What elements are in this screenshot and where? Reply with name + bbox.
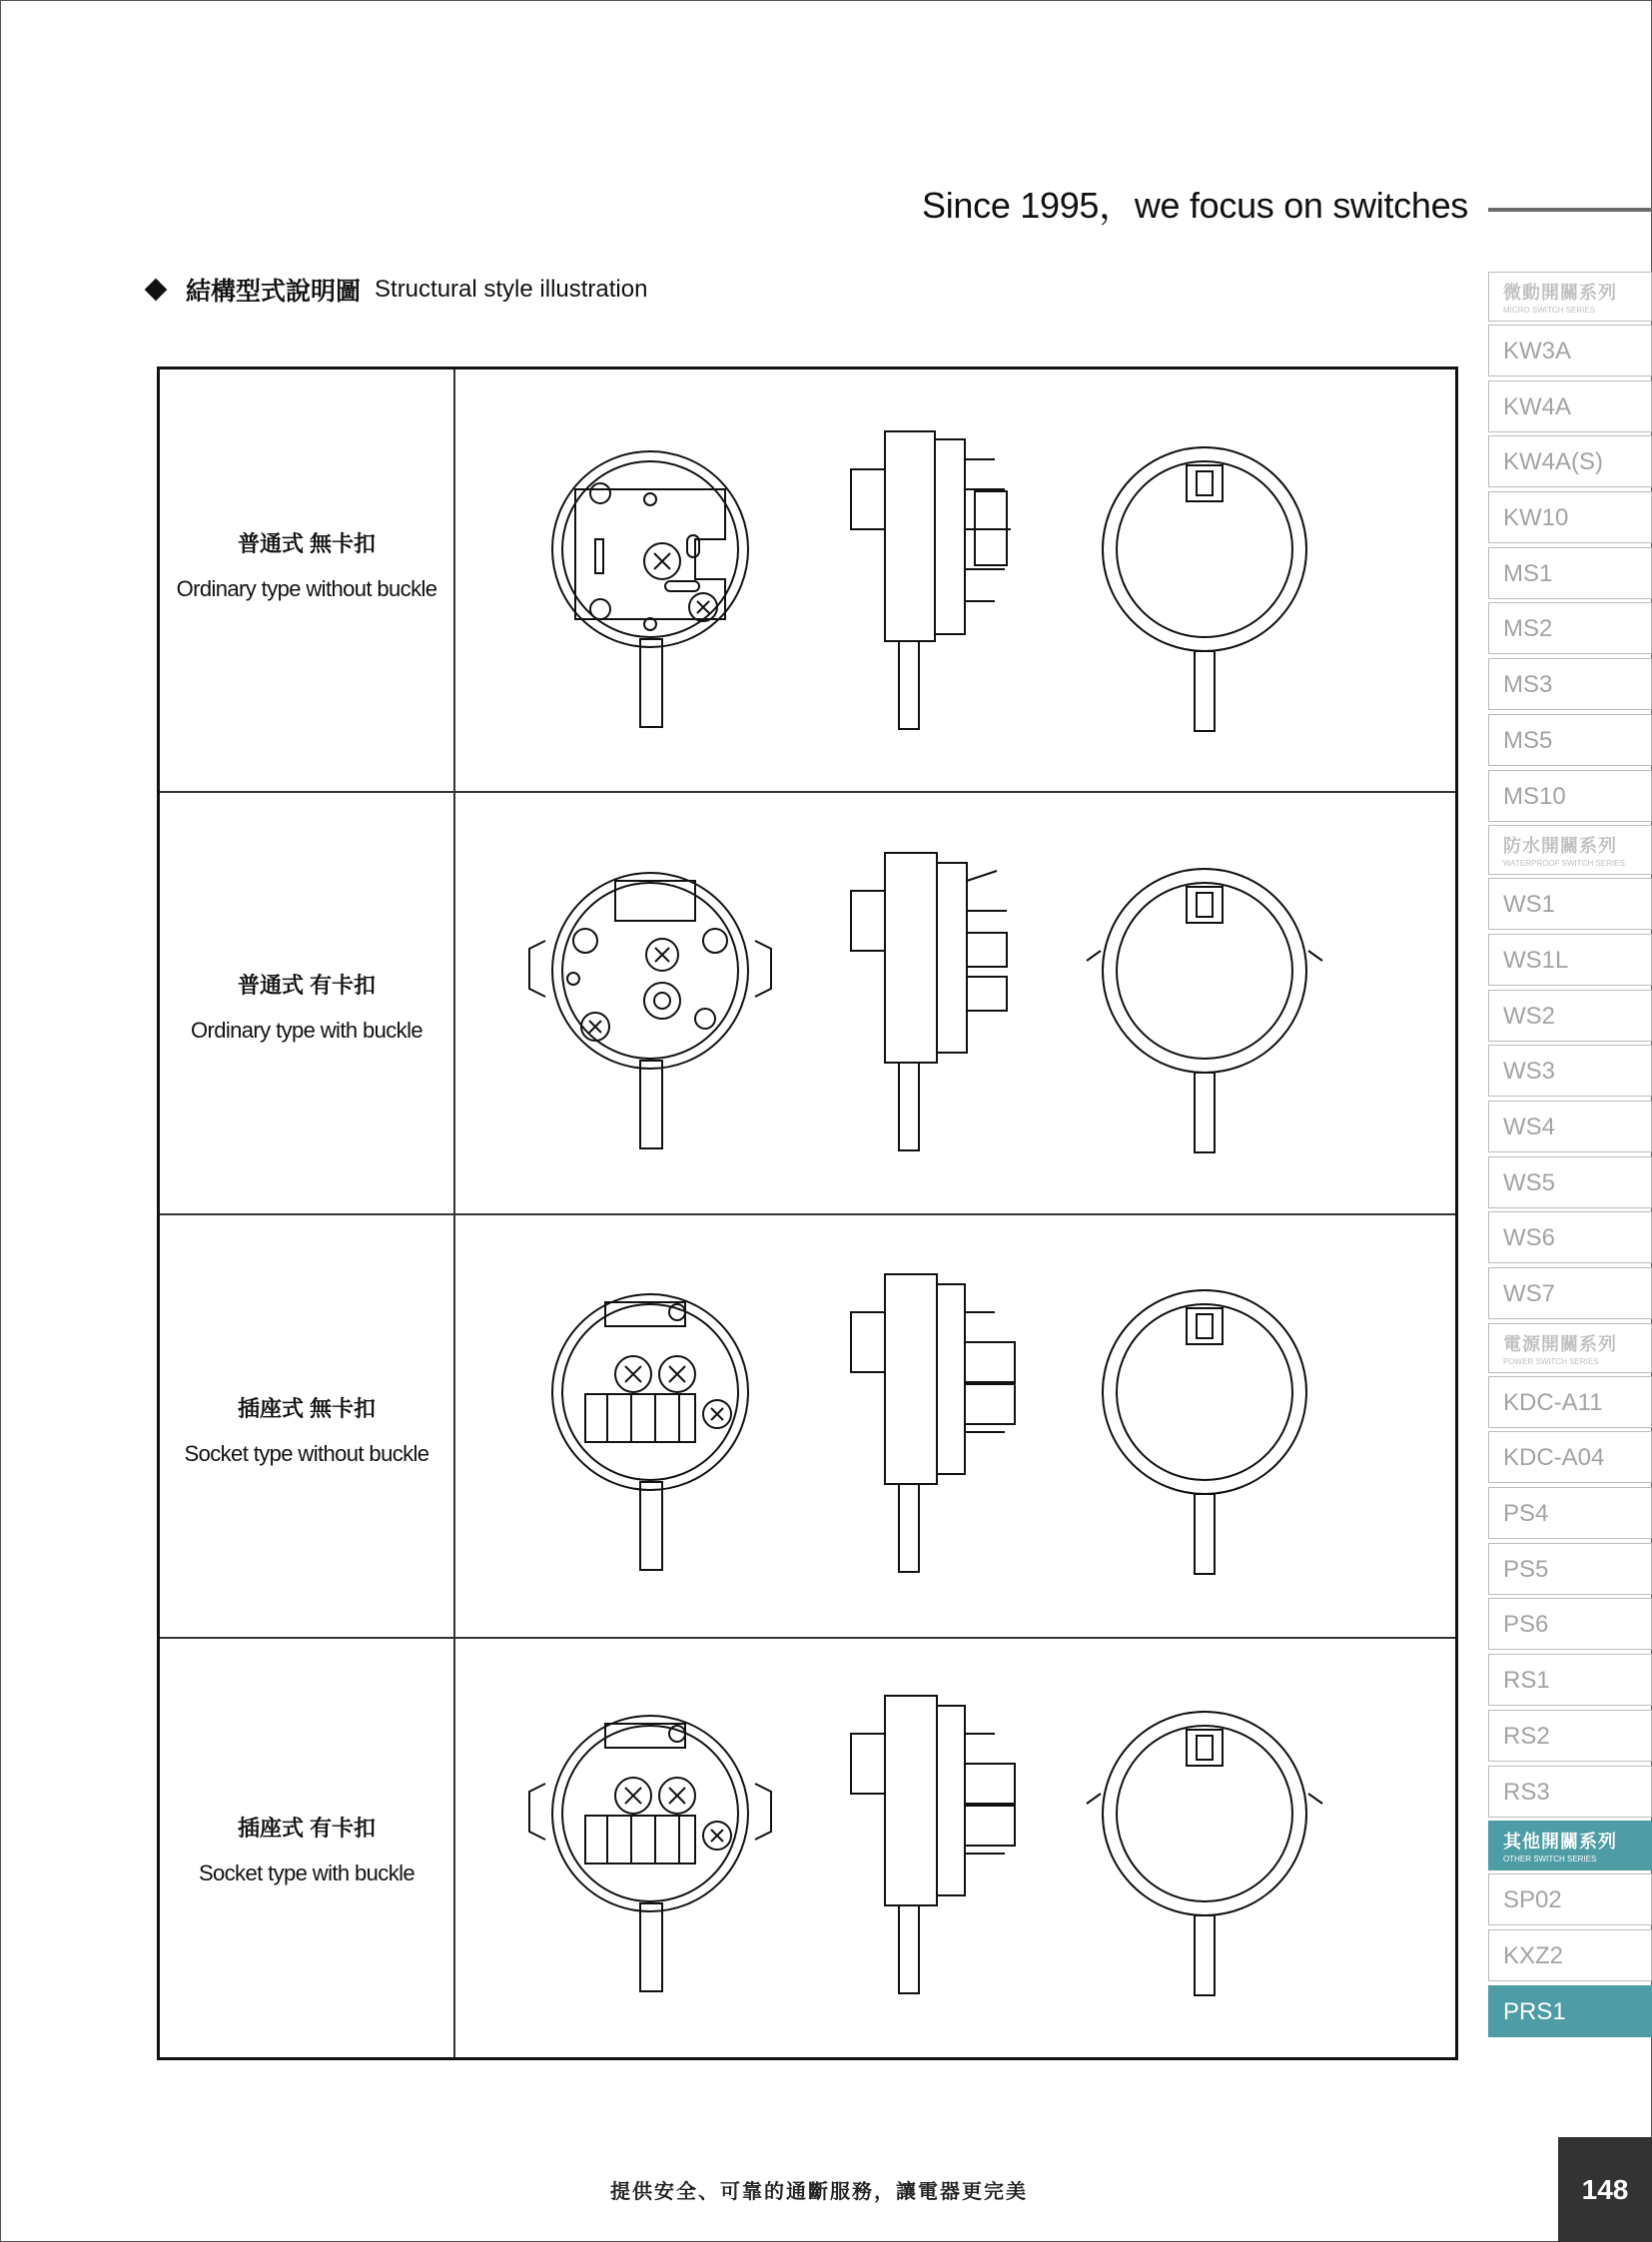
diamond-bullet-icon [145, 279, 168, 302]
front-view-icon [552, 451, 748, 727]
sidebar-item-kw10[interactable]: KW10 [1488, 491, 1652, 543]
back-view-icon [1103, 1290, 1306, 1574]
row-label-cn: 普通式 有卡扣 [237, 973, 377, 998]
sidebar-group-power[interactable] [1488, 1323, 1652, 1373]
sidebar-group-micro[interactable] [1488, 272, 1652, 322]
sidebar-item-ms2[interactable]: MS2 [1488, 602, 1652, 654]
group-title-cn: 防水開關系列 [1503, 836, 1617, 857]
row-divider [160, 791, 1455, 793]
group-title-en: MICRO SWITCH SERIES [1503, 306, 1596, 315]
back-view-icon [1103, 447, 1306, 731]
back-view-icon [1087, 869, 1322, 1152]
sidebar-item-ws2[interactable]: WS2 [1488, 990, 1652, 1042]
sidebar-item-ws6[interactable]: WS6 [1488, 1211, 1652, 1263]
sidebar-item-ws5[interactable]: WS5 [1488, 1156, 1652, 1208]
footer-slogan: 提供安全、可靠的通斷服務，讓電器更完美 [610, 2181, 1028, 2203]
row-label-en: Socket type without buckle [184, 1441, 429, 1466]
sidebar-item-kw4a[interactable]: KW4A [1488, 380, 1652, 432]
drawing-ordinary-with-buckle [455, 851, 1454, 1180]
page-number: 148 [1558, 2137, 1652, 2242]
section-heading [148, 272, 647, 308]
sidebar-item-ws3[interactable]: WS3 [1488, 1045, 1652, 1097]
sidebar-item-rs2[interactable]: RS2 [1488, 1710, 1652, 1762]
row-label-en: Ordinary type with buckle [191, 1018, 422, 1043]
sidebar-group-other[interactable] [1488, 1821, 1652, 1870]
sidebar-item-kdc-a04[interactable]: KDC-A04 [1488, 1431, 1652, 1483]
sidebar-item-rs3[interactable]: RS3 [1488, 1766, 1652, 1818]
section-title-en: Structural style illustration [375, 276, 648, 303]
group-title-cn: 微動開關系列 [1503, 283, 1617, 303]
sidebar-item-ps5[interactable]: PS5 [1488, 1543, 1652, 1595]
sidebar-item-kw3a[interactable]: KW3A [1488, 325, 1652, 376]
drawing-socket-no-buckle [455, 1272, 1454, 1602]
sidebar-item-kxz2[interactable]: KXZ2 [1488, 1929, 1652, 1981]
sidebar-item-ws4[interactable]: WS4 [1488, 1101, 1652, 1152]
side-view-icon [851, 1274, 1015, 1572]
side-view-icon [851, 1696, 1015, 1993]
drawing-ordinary-no-buckle [455, 429, 1454, 759]
group-title-en: WATERPROOF SWITCH SERIES [1503, 859, 1625, 869]
row-label-en: Socket type with buckle [198, 1861, 415, 1885]
sidebar-item-ps6[interactable]: PS6 [1488, 1598, 1652, 1650]
front-view-icon [529, 873, 771, 1148]
row-label-cn: 普通式 無卡扣 [237, 531, 377, 556]
row-label-cn: 插座式 有卡扣 [237, 1816, 377, 1841]
front-view-icon [529, 1716, 771, 1991]
structure-table [157, 367, 1458, 2060]
row-label-en: Ordinary type without buckle [176, 576, 437, 601]
header-tagline: Since 1995，we focus on switches [922, 185, 1468, 226]
side-view-icon [851, 853, 1007, 1150]
row-label-socket-with-buckle [160, 1812, 453, 1886]
sidebar-item-kw4a-s[interactable]: KW4A(S) [1488, 435, 1652, 487]
group-title-en: OTHER SWITCH SERIES [1503, 1855, 1597, 1865]
row-label-socket-no-buckle [160, 1392, 453, 1467]
row-label-ordinary-with-buckle [160, 969, 453, 1044]
sidebar-item-sp02[interactable]: SP02 [1488, 1873, 1652, 1925]
sidebar-item-ps4[interactable]: PS4 [1488, 1487, 1652, 1539]
front-view-icon [552, 1294, 748, 1570]
row-label-ordinary-no-buckle [160, 527, 453, 602]
group-title-cn: 其他開關系列 [1503, 1832, 1617, 1853]
side-view-icon [851, 431, 1011, 729]
row-divider [160, 1213, 1455, 1215]
series-sidebar [1488, 272, 1652, 2040]
row-label-cn: 插座式 無卡扣 [237, 1396, 377, 1421]
row-divider [160, 1637, 1455, 1639]
header-rule [1488, 208, 1652, 212]
section-title-cn: 結構型式說明圖 [186, 278, 362, 306]
sidebar-item-ms3[interactable]: MS3 [1488, 658, 1652, 710]
group-title-en: POWER SWITCH SERIES [1503, 1356, 1599, 1366]
sidebar-item-ws1[interactable]: WS1 [1488, 878, 1652, 930]
sidebar-item-ws1l[interactable]: WS1L [1488, 934, 1652, 986]
back-view-icon [1087, 1712, 1322, 1995]
sidebar-item-ws7[interactable]: WS7 [1488, 1267, 1652, 1319]
sidebar-group-waterproof[interactable] [1488, 825, 1652, 875]
sidebar-item-prs1[interactable]: PRS1 [1488, 1985, 1652, 2037]
sidebar-item-rs1[interactable]: RS1 [1488, 1654, 1652, 1706]
sidebar-item-ms10[interactable]: MS10 [1488, 770, 1652, 822]
group-title-cn: 電源開關系列 [1503, 1333, 1617, 1354]
sidebar-item-kdc-a11[interactable]: KDC-A11 [1488, 1376, 1652, 1428]
sidebar-item-ms5[interactable]: MS5 [1488, 714, 1652, 766]
drawing-socket-with-buckle [455, 1694, 1454, 2023]
sidebar-item-ms1[interactable]: MS1 [1488, 547, 1652, 599]
